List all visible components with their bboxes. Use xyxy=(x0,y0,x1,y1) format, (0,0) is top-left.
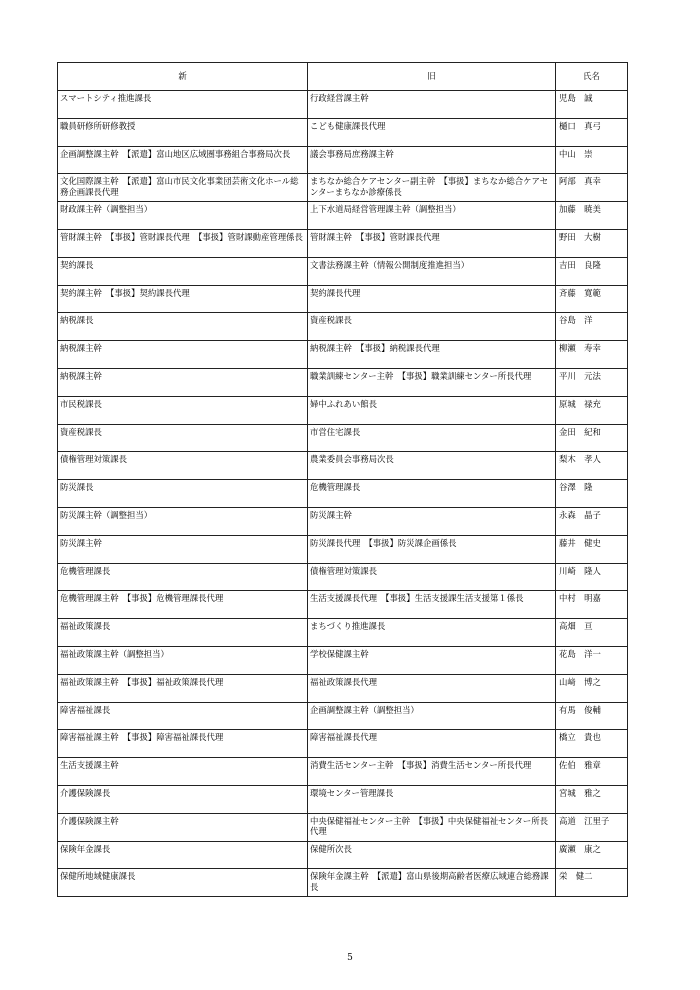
cell-former-position: 婦中ふれあい館長 xyxy=(308,396,556,424)
cell-former-position: 契約課長代理 xyxy=(308,285,556,313)
cell-name: 原城 禄充 xyxy=(556,396,628,424)
table-row xyxy=(58,507,628,535)
table-row xyxy=(58,257,628,285)
cell-former-position: 農業委員会事務局次長 xyxy=(308,452,556,480)
cell-name: 佐伯 雅章 xyxy=(556,758,628,786)
cell-new-position: 防災課長 xyxy=(58,480,308,508)
cell-former-position: 福祉政策課長代理 xyxy=(308,674,556,702)
cell-former-position: 資産税課長 xyxy=(308,313,556,341)
table-row xyxy=(58,674,628,702)
cell-name: 宮城 雅之 xyxy=(556,785,628,813)
cell-name: 有馬 俊輔 xyxy=(556,702,628,730)
table-row xyxy=(58,313,628,341)
cell-former-position: 債権管理対策課長 xyxy=(308,563,556,591)
table-row xyxy=(58,91,628,119)
cell-name: 梨木 孝人 xyxy=(556,452,628,480)
cell-new-position: 福祉政策課長 xyxy=(58,619,308,647)
cell-new-position: 介護保険課主幹 xyxy=(58,813,308,841)
cell-former-position: 上下水道局経営管理課主幹（調整担当） xyxy=(308,202,556,230)
cell-name: 谷澤 隆 xyxy=(556,480,628,508)
header-name: 氏名 xyxy=(556,63,628,91)
cell-former-position: まちなか総合ケアセンター副主幹 【事扱】まちなか総合ケアセンターまちなか診療係長 xyxy=(308,174,556,202)
cell-former-position: 管財課主幹 【事扱】管財課長代理 xyxy=(308,229,556,257)
cell-former-position: 学校保健課主幹 xyxy=(308,646,556,674)
cell-new-position: 防災課主幹（調整担当） xyxy=(58,507,308,535)
cell-former-position: 議会事務局庶務課主幹 xyxy=(308,146,556,174)
cell-former-position: 行政経営課主幹 xyxy=(308,91,556,119)
cell-new-position: 管財課主幹 【事扱】管財課長代理 【事扱】管財課動産管理係長 xyxy=(58,229,308,257)
cell-name: 橋立 貴也 xyxy=(556,730,628,758)
cell-new-position: 納税課長 xyxy=(58,313,308,341)
table-row xyxy=(58,702,628,730)
table-row xyxy=(58,174,628,202)
cell-name: 中山 崇 xyxy=(556,146,628,174)
cell-former-position: 職業訓練センター主幹 【事扱】職業訓練センター所長代理 xyxy=(308,368,556,396)
cell-name: 平川 元法 xyxy=(556,368,628,396)
table-row xyxy=(58,424,628,452)
cell-name: 谷島 洋 xyxy=(556,313,628,341)
cell-name: 金田 紀和 xyxy=(556,424,628,452)
table-row xyxy=(58,535,628,563)
table-row xyxy=(58,118,628,146)
cell-name: 吉田 良隆 xyxy=(556,257,628,285)
cell-new-position: 危機管理課長 xyxy=(58,563,308,591)
table-row xyxy=(58,341,628,369)
cell-name: 栄 健二 xyxy=(556,869,628,897)
cell-new-position: 資産税課長 xyxy=(58,424,308,452)
cell-former-position: こども健康課長代理 xyxy=(308,118,556,146)
table-row xyxy=(58,730,628,758)
table-row xyxy=(58,841,628,869)
cell-new-position: 障害福祉課主幹 【事扱】障害福祉課長代理 xyxy=(58,730,308,758)
header-new-position: 新 xyxy=(58,63,308,91)
table-row xyxy=(58,785,628,813)
cell-name: 加藤 暁美 xyxy=(556,202,628,230)
cell-former-position: 文書法務課主幹（情報公開制度推進担当） xyxy=(308,257,556,285)
table-row xyxy=(58,563,628,591)
cell-new-position: 企画調整課主幹 【派遣】富山地区広域圏事務組合事務局次長 xyxy=(58,146,308,174)
cell-former-position: 環境センター管理課長 xyxy=(308,785,556,813)
cell-name: 廣瀬 康之 xyxy=(556,841,628,869)
cell-new-position: スマートシティ推進課長 xyxy=(58,91,308,119)
table-row xyxy=(58,285,628,313)
table-header xyxy=(58,63,628,91)
table-row xyxy=(58,619,628,647)
cell-name: 中村 明嘉 xyxy=(556,591,628,619)
table-row xyxy=(58,591,628,619)
cell-name: 高畑 亘 xyxy=(556,619,628,647)
cell-former-position: 防災課主幹 xyxy=(308,507,556,535)
header-former-position: 旧 xyxy=(308,63,556,91)
cell-name: 児島 誠 xyxy=(556,91,628,119)
cell-former-position: まちづくり推進課長 xyxy=(308,619,556,647)
cell-new-position: 障害福祉課長 xyxy=(58,702,308,730)
table-row xyxy=(58,869,628,897)
cell-new-position: 納税課主幹 xyxy=(58,368,308,396)
table-row xyxy=(58,368,628,396)
table-row xyxy=(58,202,628,230)
table-row xyxy=(58,813,628,841)
cell-name: 永森 晶子 xyxy=(556,507,628,535)
table-row xyxy=(58,396,628,424)
table-row xyxy=(58,646,628,674)
cell-former-position: 生活支援課長代理 【事扱】生活支援課生活支援第１係長 xyxy=(308,591,556,619)
cell-name: 柳瀬 寿幸 xyxy=(556,341,628,369)
cell-new-position: 債権管理対策課長 xyxy=(58,452,308,480)
cell-new-position: 危機管理課主幹 【事扱】危機管理課長代理 xyxy=(58,591,308,619)
cell-new-position: 文化国際課主幹 【派遣】富山市民文化事業団芸術文化ホール総務企画課長代理 xyxy=(58,174,308,202)
cell-name: 川崎 隆人 xyxy=(556,563,628,591)
table-row xyxy=(58,758,628,786)
cell-name: 高道 江里子 xyxy=(556,813,628,841)
cell-former-position: 消費生活センター主幹 【事扱】消費生活センター所長代理 xyxy=(308,758,556,786)
header-row xyxy=(58,63,628,91)
cell-name: 樋口 真弓 xyxy=(556,118,628,146)
cell-former-position: 市営住宅課長 xyxy=(308,424,556,452)
cell-new-position: 福祉政策課主幹 【事扱】福祉政策課長代理 xyxy=(58,674,308,702)
cell-new-position: 納税課主幹 xyxy=(58,341,308,369)
cell-new-position: 契約課長 xyxy=(58,257,308,285)
table-row xyxy=(58,480,628,508)
cell-new-position: 財政課主幹（調整担当） xyxy=(58,202,308,230)
cell-name: 野田 大樹 xyxy=(556,229,628,257)
cell-new-position: 介護保険課長 xyxy=(58,785,308,813)
cell-former-position: 企画調整課主幹（調整担当） xyxy=(308,702,556,730)
cell-name: 花島 洋一 xyxy=(556,646,628,674)
cell-former-position: 危機管理課長 xyxy=(308,480,556,508)
cell-new-position: 生活支援課主幹 xyxy=(58,758,308,786)
cell-name: 藤井 健史 xyxy=(556,535,628,563)
cell-new-position: 市民税課長 xyxy=(58,396,308,424)
cell-former-position: 保健所次長 xyxy=(308,841,556,869)
cell-former-position: 防災課長代理 【事扱】防災課企画係長 xyxy=(308,535,556,563)
page-number: 5 xyxy=(347,953,353,963)
cell-new-position: 防災課主幹 xyxy=(58,535,308,563)
cell-name: 山﨑 博之 xyxy=(556,674,628,702)
table-body xyxy=(58,91,628,897)
cell-new-position: 福祉政策課主幹（調整担当） xyxy=(58,646,308,674)
personnel-table xyxy=(57,62,628,897)
table-row xyxy=(58,229,628,257)
cell-name: 阿部 真幸 xyxy=(556,174,628,202)
cell-former-position: 障害福祉課長代理 xyxy=(308,730,556,758)
cell-name: 斉藤 寛範 xyxy=(556,285,628,313)
cell-new-position: 保険年金課長 xyxy=(58,841,308,869)
cell-former-position: 中央保健福祉センター主幹 【事扱】中央保健福祉センター所長代理 xyxy=(308,813,556,841)
cell-new-position: 職員研修所研修教授 xyxy=(58,118,308,146)
cell-former-position: 納税課主幹 【事扱】納税課長代理 xyxy=(308,341,556,369)
cell-new-position: 契約課主幹 【事扱】契約課長代理 xyxy=(58,285,308,313)
table-row xyxy=(58,452,628,480)
table-row xyxy=(58,146,628,174)
cell-new-position: 保健所地域健康課長 xyxy=(58,869,308,897)
cell-former-position: 保険年金課主幹 【派遣】富山県後期高齢者医療広域連合総務課長 xyxy=(308,869,556,897)
